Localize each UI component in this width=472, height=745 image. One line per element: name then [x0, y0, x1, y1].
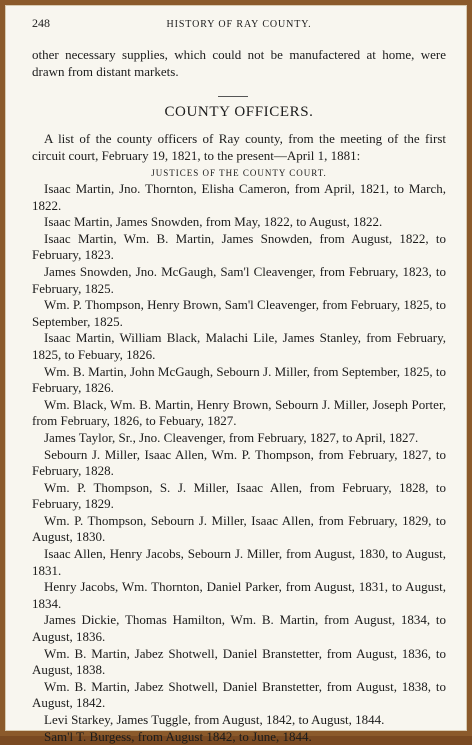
list-item: Levi Starkey, James Tuggle, from August, 1842, to August, 1844. [44, 712, 385, 727]
intro-paragraph: other necessary supplies, which could not be manufactered at home, were drawn from distant markets. [32, 47, 446, 79]
list-item: Wm. B. Martin, Jabez Shotwell, Daniel Branstetter, from August, 1838, to August, 1842. [32, 678, 446, 711]
page-number: 248 [32, 16, 50, 30]
list-item: Isaac Martin, Jno. Thornton, Elisha Cameron, from April, 1821, to March, 1822. [32, 181, 446, 213]
section-lead-paragraph: A list of the county officers of Ray county, from the meeting of the first circuit court, February 19, 1821, to the present—April 1, 1881: [32, 131, 446, 163]
list-item: James Snowden, Jno. McGaugh, Sam'l Cleavenger, from February, 1823, to February, 1825. [32, 263, 446, 296]
list-item: Wm. B. Martin, Jabez Shotwell, Daniel Branstetter, from August, 1836, to August, 1838. [32, 645, 446, 678]
list-item: Isaac Martin, William Black, Malachi Lile, James Stanley, from February, 1825, to Febuary, 1826. [32, 330, 446, 362]
section-divider [218, 96, 248, 97]
list-item: Isaac Martin, Wm. B. Martin, James Snowden, from August, 1822, to February, 1823. [32, 230, 446, 263]
list-item: Isaac Allen, Henry Jacobs, Sebourn J. Miller, from August, 1830, to August, 1831. [32, 546, 446, 578]
subheading: JUSTICES OF THE COUNTY COURT. [151, 168, 327, 178]
list-item: Henry Jacobs, Wm. Thornton, Daniel Parker, from August, 1831, to August, 1834. [32, 579, 446, 611]
section-title: COUNTY OFFICERS. [164, 104, 314, 120]
list-item: Wm. P. Thompson, S. J. Miller, Isaac Allen, from February, 1828, to February, 1829. [32, 479, 446, 512]
list-item: Isaac Martin, James Snowden, from May, 1822, to August, 1822. [44, 214, 383, 230]
book-page [5, 5, 467, 744]
list-item: Wm. P. Thompson, Sebourn J. Miller, Isaac Allen, from February, 1829, to August, 1830. [32, 512, 446, 545]
list-item: James Taylor, Sr., Jno. Cleavenger, from February, 1827, to April, 1827. [44, 429, 419, 445]
running-title: HISTORY OF RAY COUNTY. [166, 19, 312, 30]
list-item: Sam'l T. Burgess, from August 1842, to June, 1844. [44, 728, 312, 744]
entry-list [32, 181, 446, 745]
page-header [32, 16, 446, 36]
list-item: James Dickie, Thomas Hamilton, Wm. B. Martin, from August, 1834, to August, 1836. [32, 612, 446, 645]
list-item: Wm. B. Martin, John McGaugh, Sebourn J. Miller, from September, 1825, to February, 1826. [32, 363, 446, 396]
list-item: Wm. P. Thompson, Henry Brown, Sam'l Cleavenger, from February, 1825, to September, 1825. [32, 297, 446, 329]
list-item: Sebourn J. Miller, Isaac Allen, Wm. P. Thompson, from February, 1827, to February, 1828. [32, 446, 446, 479]
list-item: Wm. Black, Wm. B. Martin, Henry Brown, Sebourn J. Miller, Joseph Porter, from February, 1826, to Febuary, 1827. [32, 396, 446, 429]
